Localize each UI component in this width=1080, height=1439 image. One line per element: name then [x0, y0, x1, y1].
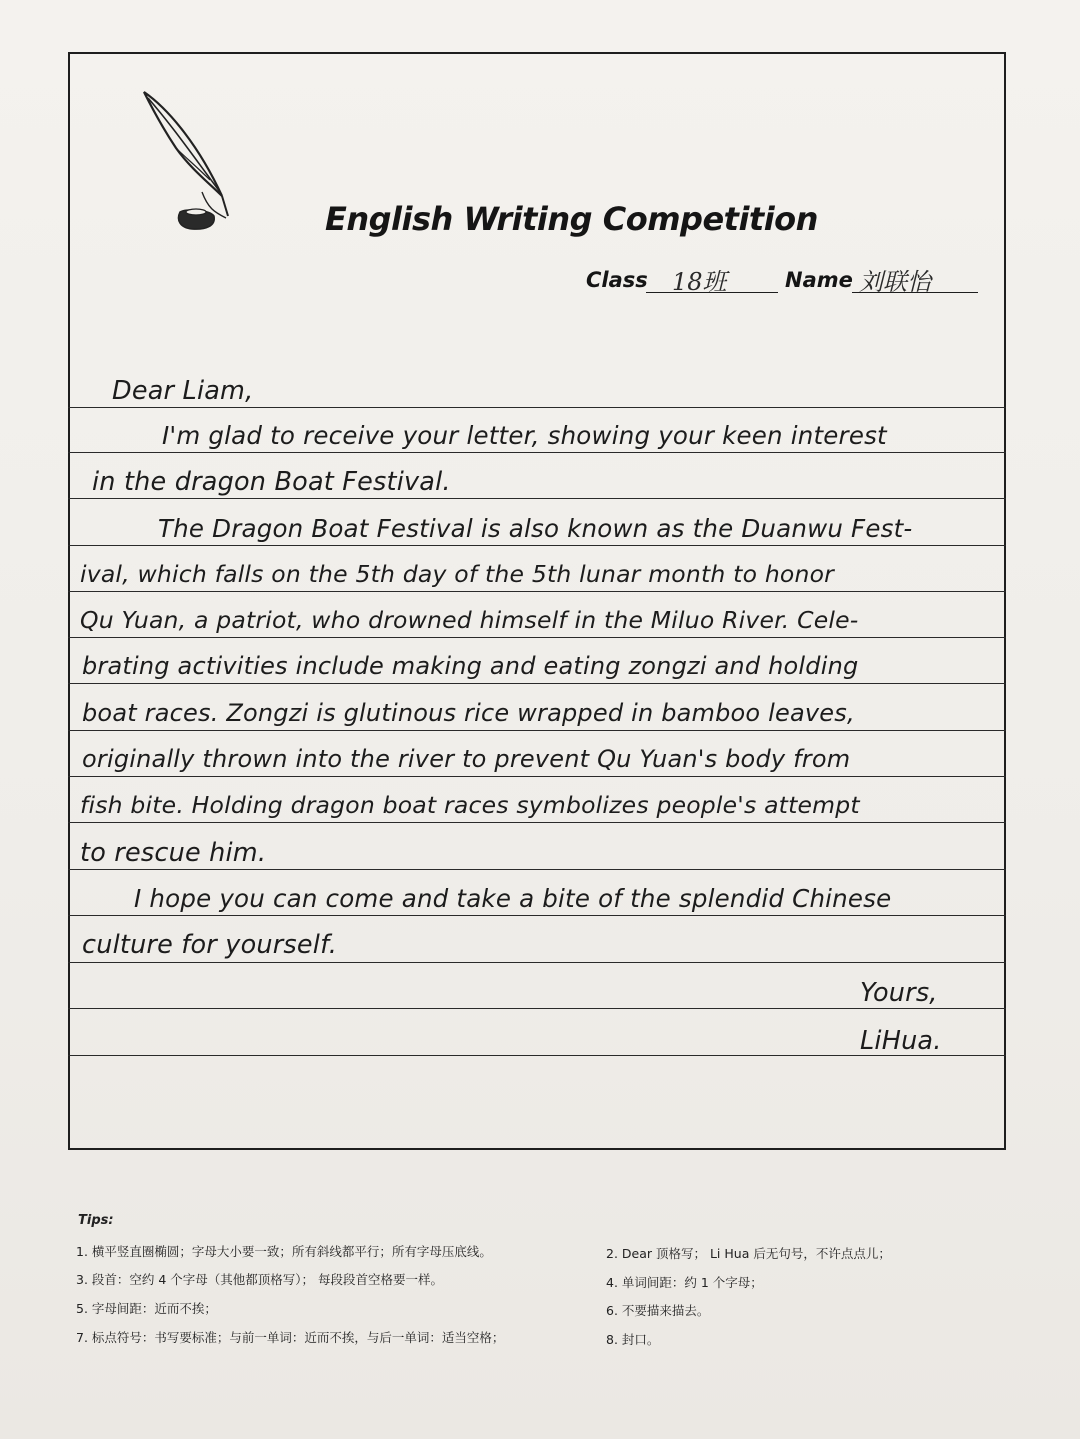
ruled-line: [68, 869, 1006, 870]
ruled-line: [68, 776, 1006, 777]
letter-salutation: Dear Liam,: [112, 376, 254, 406]
page-title: English Writing Competition: [325, 200, 818, 238]
letter-line: Qu Yuan, a patriot, who drowned himself in the Miluo River. Cele-: [80, 606, 859, 634]
letter-line: boat races. Zongzi is glutinous rice wrapped in bamboo leaves,: [82, 699, 855, 727]
name-field: [785, 262, 985, 298]
tip-item: 8. 封口。: [606, 1332, 660, 1347]
tip-item: 2. Dear 顶格写； Li Hua 后无句号，不许点点儿；: [606, 1246, 891, 1261]
ruled-line: [68, 822, 1006, 823]
letter-closing: Yours,: [860, 978, 938, 1008]
ruled-line: [68, 683, 1006, 684]
ruled-line: [68, 545, 1006, 546]
letter-line: fish bite. Holding dragon boat races symbolizes people's attempt: [80, 791, 860, 819]
letter-line: I hope you can come and take a bite of the splendid Chinese: [134, 884, 892, 913]
tip-item: 4. 单词间距：约 1 个字母；: [606, 1275, 763, 1290]
ruled-line: [68, 452, 1006, 453]
letter-line: culture for yourself.: [82, 930, 338, 960]
ruled-line: [68, 730, 1006, 731]
tip-item: 3. 段首：空约 4 个字母（其他都顶格写）； 每段段首空格要一样。: [76, 1272, 444, 1287]
letter-line: The Dragon Boat Festival is also known as the Duanwu Fest-: [158, 514, 913, 543]
ruled-line: [68, 407, 1006, 408]
letter-line: originally thrown into the river to prevent Qu Yuan's body from: [82, 745, 851, 773]
ruled-line: [68, 1008, 1006, 1009]
ruled-line: [68, 637, 1006, 638]
name-label: Name: [785, 268, 853, 292]
letter-signature: LiHua.: [860, 1026, 942, 1056]
letter-line: ival, which falls on the 5th day of the 5th lunar month to honor: [80, 560, 835, 588]
class-label: Class: [586, 268, 648, 292]
tip-item: 6. 不要描来描去。: [606, 1303, 710, 1318]
letter-line: in the dragon Boat Festival.: [92, 467, 451, 497]
tip-item: 7. 标点符号：书写要标准；与前一单词：近而不挨，与后一单词：适当空格；: [76, 1330, 505, 1345]
ruled-line: [68, 915, 1006, 916]
ruled-line: [68, 591, 1006, 592]
tip-item: 5. 字母间距：近而不挨；: [76, 1301, 217, 1316]
letter-line: to rescue him.: [80, 838, 267, 868]
quill-inkwell-icon: [130, 88, 240, 238]
tips-title: Tips:: [78, 1213, 114, 1228]
name-value: 刘联怡: [859, 268, 931, 296]
ruled-line: [68, 962, 1006, 963]
letter-line: brating activities include making and eating zongzi and holding: [82, 652, 859, 680]
letter-line: I'm glad to receive your letter, showing your keen interest: [162, 421, 887, 450]
class-value: 18班: [672, 268, 727, 296]
ruled-line: [68, 498, 1006, 499]
class-field: [586, 262, 786, 298]
tip-item: 1. 横平竖直圈椭圆；字母大小要一致；所有斜线都平行；所有字母压底线。: [76, 1244, 492, 1259]
